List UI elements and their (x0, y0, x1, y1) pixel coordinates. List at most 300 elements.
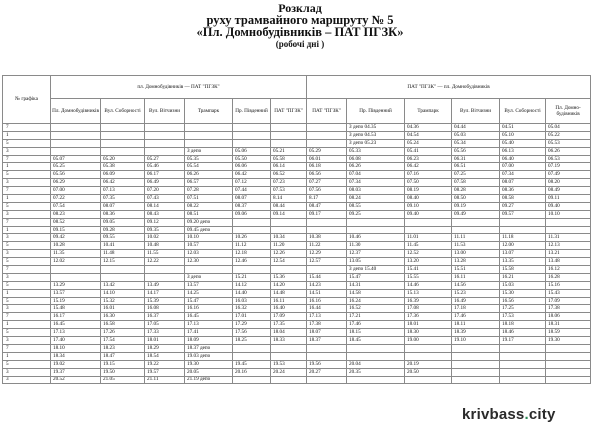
time-cell: 15.39 (145, 297, 185, 305)
time-cell: 14.31 (347, 281, 405, 289)
time-cell: 08.52 (51, 218, 101, 226)
time-cell: 18.31 (546, 321, 591, 329)
time-cell: 16.49 (452, 297, 500, 305)
time-cell: 18.06 (546, 313, 591, 321)
time-cell: 13.07 (500, 250, 546, 258)
time-cell (307, 344, 347, 352)
graph-number-cell: 5 (3, 202, 51, 210)
time-cell: 19.17 (500, 337, 546, 345)
time-cell: 14.12 (233, 281, 271, 289)
time-cell: 17.13 (307, 313, 347, 321)
graph-number-cell: 3 (3, 250, 51, 258)
time-cell (271, 139, 307, 147)
stop-header: Вул. Соборності (101, 99, 145, 124)
time-cell: 17.21 (347, 313, 405, 321)
table-row (3, 289, 591, 297)
time-cell: 17.38 (307, 321, 347, 329)
time-cell: 06.42 (405, 163, 452, 171)
schedule-note: (робочі дні ) (275, 39, 325, 49)
time-cell: 09.12 (145, 218, 185, 226)
time-cell: 15.48 (51, 305, 101, 313)
time-cell (271, 218, 307, 226)
time-cell: 07.00 (500, 163, 546, 171)
time-cell: 13.20 (405, 258, 452, 266)
time-cell: 05.46 (145, 163, 185, 171)
time-cell (546, 226, 591, 234)
time-cell: 11.31 (546, 234, 591, 242)
time-cell (500, 218, 546, 226)
graph-number-cell: 7 (3, 313, 51, 321)
time-cell: 12.26 (271, 250, 307, 258)
time-cell: 06.53 (546, 155, 591, 163)
table-row (3, 139, 591, 147)
time-cell: 11.11 (452, 234, 500, 242)
time-cell: 12.30 (185, 258, 233, 266)
time-cell: 14.17 (145, 289, 185, 297)
graph-number-cell: 5 (3, 139, 51, 147)
graph-number-cell: 1 (3, 163, 51, 171)
time-cell: 08.24 (347, 195, 405, 203)
time-cell: 18.45 (347, 337, 405, 345)
time-cell: 13.05 (347, 258, 405, 266)
time-cell: 15.21 (233, 273, 271, 281)
time-cell: 06.17 (145, 171, 185, 179)
time-cell: 05.20 (101, 155, 145, 163)
stop-header: Пр. Південний (233, 99, 271, 124)
time-cell: 07.23 (271, 179, 307, 187)
time-cell (101, 124, 145, 132)
time-cell: 05.41 (405, 147, 452, 155)
time-cell: 13.21 (546, 250, 591, 258)
table-row (3, 202, 591, 210)
time-cell: 17.13 (51, 329, 101, 337)
table-row (3, 131, 591, 139)
time-cell: 10.57 (185, 242, 233, 250)
site-watermark (456, 403, 600, 426)
time-cell (405, 376, 452, 384)
time-cell: 19.45 (233, 360, 271, 368)
time-cell: 18.33 (271, 337, 307, 345)
time-cell: 14.56 (452, 281, 500, 289)
time-cell: 18.01 (405, 321, 452, 329)
time-cell (271, 344, 307, 352)
time-cell: 16.17 (51, 313, 101, 321)
time-cell (307, 124, 347, 132)
time-cell: 11.20 (271, 242, 307, 250)
time-cell: 07.04 (347, 171, 405, 179)
time-cell (405, 218, 452, 226)
time-cell (271, 266, 307, 274)
time-cell: 14.46 (405, 281, 452, 289)
time-cell: 07.25 (452, 171, 500, 179)
time-cell (145, 131, 185, 139)
time-cell: 05.03 (452, 131, 500, 139)
time-cell: 20.27 (307, 368, 347, 376)
time-cell: 08.44 (271, 202, 307, 210)
time-cell: 12.15 (101, 258, 145, 266)
time-cell (233, 139, 271, 147)
time-cell: 16.11 (271, 297, 307, 305)
time-cell: 18.37 (307, 337, 347, 345)
time-cell: 08.07 (500, 179, 546, 187)
time-cell (405, 352, 452, 360)
time-cell: 08.23 (51, 210, 101, 218)
graph-number-cell: 3 (3, 273, 51, 281)
time-cell: 05.10 (500, 131, 546, 139)
graph-number-cell: 1 (3, 226, 51, 234)
time-cell: 10.10 (185, 234, 233, 242)
time-cell (233, 226, 271, 234)
time-cell: 19.57 (145, 368, 185, 376)
time-cell (546, 218, 591, 226)
table-row (3, 124, 591, 132)
table-row (3, 195, 591, 203)
time-cell: 10.02 (145, 234, 185, 242)
time-cell: 05.53 (546, 139, 591, 147)
time-cell: 09.45 депо (185, 226, 233, 234)
table-row (3, 281, 591, 289)
stop-header: ПАТ "ПГЗК" (307, 99, 347, 124)
time-cell: 10.48 (145, 242, 185, 250)
time-cell (51, 266, 101, 274)
time-cell (452, 376, 500, 384)
time-cell (185, 139, 233, 147)
graph-number-cell: 3 (3, 305, 51, 313)
time-cell: 20.24 (271, 368, 307, 376)
time-cell: 18.29 (145, 344, 185, 352)
time-cell (546, 360, 591, 368)
time-cell: 07.43 (145, 195, 185, 203)
graph-number-cell: 3 (3, 147, 51, 155)
time-cell: 05.25 (51, 163, 101, 171)
table-row (3, 163, 591, 171)
time-cell: 13.42 (101, 281, 145, 289)
time-cell: 20.04 (347, 360, 405, 368)
time-cell: 17.38 (546, 305, 591, 313)
time-cell: 09.28 (101, 226, 145, 234)
time-cell: 06.18 (307, 163, 347, 171)
time-cell: 07.35 (101, 195, 145, 203)
time-cell: 10.41 (101, 242, 145, 250)
time-cell (185, 131, 233, 139)
time-cell (51, 124, 101, 132)
time-cell: 06.51 (452, 163, 500, 171)
time-cell: 19.10 (452, 337, 500, 345)
time-cell: 14.51 (307, 289, 347, 297)
time-cell: 15.55 (405, 273, 452, 281)
time-cell: 17.33 (145, 329, 185, 337)
time-cell: 07.22 (51, 195, 101, 203)
time-cell: 15.41 (405, 266, 452, 274)
time-cell: 06.13 (500, 147, 546, 155)
graph-number-cell: 5 (3, 360, 51, 368)
time-cell (307, 376, 347, 384)
time-cell: 20.52 (51, 376, 101, 384)
table-row (3, 321, 591, 329)
time-cell: 08.07 (101, 202, 145, 210)
time-cell: 16.37 (145, 313, 185, 321)
time-cell: 08.43 (145, 210, 185, 218)
graph-number-cell: 5 (3, 281, 51, 289)
time-cell: 17.26 (101, 329, 145, 337)
table-row (3, 187, 591, 195)
time-cell: 07.13 (101, 187, 145, 195)
page-subtitle: руху трамвайного маршруту № 5 (206, 13, 394, 27)
time-cell: 16.08 (145, 305, 185, 313)
time-cell: 17.46 (347, 321, 405, 329)
time-cell (51, 147, 101, 155)
time-cell: 18.47 (101, 352, 145, 360)
time-cell: 07.20 (145, 187, 185, 195)
time-cell (101, 139, 145, 147)
time-cell: 14.48 (271, 289, 307, 297)
time-cell: 04.36 (405, 124, 452, 132)
time-cell: 07.56 (307, 187, 347, 195)
time-cell: 20.50 (405, 368, 452, 376)
table-row (3, 273, 591, 281)
time-cell: 09.35 (145, 226, 185, 234)
time-cell: 18.11 (452, 321, 500, 329)
time-cell: 05.40 (500, 139, 546, 147)
time-cell: З депо 05.23 (347, 139, 405, 147)
graph-number-cell: 7 (3, 124, 51, 132)
time-cell: 18.09 (185, 337, 233, 345)
time-cell: 19.03 депо (185, 352, 233, 360)
time-cell: 18.39 (452, 329, 500, 337)
time-cell: 12.02 (51, 258, 101, 266)
time-cell: 19.30 (185, 360, 233, 368)
graph-number-header: № графіка (3, 76, 51, 124)
table-row (3, 258, 591, 266)
route-name: «Пл. Домнобудівників – ПАТ ПГЗК» (196, 25, 404, 39)
time-cell (145, 273, 185, 281)
time-cell: 08.47 (307, 202, 347, 210)
time-cell: 09.49 (452, 210, 500, 218)
time-cell: 08.14 (145, 202, 185, 210)
time-cell: 19.22 (145, 360, 185, 368)
time-cell: 13.35 (500, 258, 546, 266)
time-cell: 09.15 (51, 226, 101, 234)
graph-number-cell: 1 (3, 352, 51, 360)
time-cell: 07.51 (185, 195, 233, 203)
table-row (3, 226, 591, 234)
time-cell: 07.58 (452, 179, 500, 187)
time-cell: 13.49 (145, 281, 185, 289)
time-cell: 15.43 (546, 289, 591, 297)
graph-number-cell: 7 (3, 155, 51, 163)
time-cell: З депо 04.35 (347, 124, 405, 132)
time-cell: 13.48 (546, 258, 591, 266)
time-cell: 18.10 (51, 344, 101, 352)
time-cell (500, 226, 546, 234)
time-cell: 05.04 (546, 124, 591, 132)
graph-number-cell: 7 (3, 344, 51, 352)
time-cell (500, 368, 546, 376)
time-cell: 09.55 (101, 234, 145, 242)
time-cell: 11.48 (101, 250, 145, 258)
table-row (3, 250, 591, 258)
time-cell: 17.56 (233, 329, 271, 337)
time-cell: 17.25 (500, 305, 546, 313)
time-cell: 06.26 (185, 171, 233, 179)
time-cell: 06.26 (347, 163, 405, 171)
time-cell: 09.20 депо (185, 218, 233, 226)
time-cell (271, 376, 307, 384)
time-cell: 17.13 (185, 321, 233, 329)
time-cell (546, 368, 591, 376)
time-cell: 06.57 (185, 179, 233, 187)
time-cell: 08.28 (452, 187, 500, 195)
time-cell: 16.16 (185, 305, 233, 313)
time-cell: 18.54 (145, 352, 185, 360)
time-cell: З депо 15.40 (347, 266, 405, 274)
time-cell: 07.28 (185, 187, 233, 195)
time-cell: 14.58 (347, 289, 405, 297)
time-cell (307, 218, 347, 226)
time-cell: 16.03 (233, 297, 271, 305)
time-cell: 05.38 (101, 163, 145, 171)
graph-number-cell: 1 (3, 289, 51, 297)
stop-header: Трампарк (185, 99, 233, 124)
time-cell: 15.16 (546, 281, 591, 289)
time-cell: 08.07 (233, 195, 271, 203)
time-cell: 12.18 (233, 250, 271, 258)
time-cell: 08.19 (405, 187, 452, 195)
time-cell: 18.15 (347, 329, 405, 337)
time-cell (233, 376, 271, 384)
table-row (3, 337, 591, 345)
time-cell: 09.40 (546, 202, 591, 210)
time-cell: 15.47 (347, 273, 405, 281)
time-cell: 18.18 (500, 321, 546, 329)
time-cell (347, 226, 405, 234)
time-cell: 09.42 (51, 234, 101, 242)
time-cell: 10.26 (233, 234, 271, 242)
schedule-body (3, 124, 591, 384)
time-cell (233, 352, 271, 360)
time-cell: 10.38 (307, 234, 347, 242)
graph-number-cell: 5 (3, 258, 51, 266)
time-cell: 12.00 (500, 242, 546, 250)
time-cell: 08.58 (500, 195, 546, 203)
time-cell: З депо 04.53 (347, 131, 405, 139)
time-cell: 15.32 (101, 297, 145, 305)
table-row (3, 376, 591, 384)
time-cell: 19.50 (101, 368, 145, 376)
time-cell: 17.01 (233, 313, 271, 321)
schedule-header (0, 0, 600, 50)
time-cell (101, 131, 145, 139)
time-cell: 06.49 (145, 179, 185, 187)
time-cell (307, 226, 347, 234)
graph-number-cell: 1 (3, 131, 51, 139)
time-cell: 20.05 (185, 368, 233, 376)
table-row (3, 266, 591, 274)
time-cell: 16.32 (233, 305, 271, 313)
graph-number-cell: 7 (3, 218, 51, 226)
time-cell: 11.30 (347, 242, 405, 250)
time-cell: 06.08 (347, 155, 405, 163)
time-cell (307, 266, 347, 274)
time-cell: 18.59 (546, 329, 591, 337)
time-cell: 07.12 (233, 179, 271, 187)
time-cell: 18.46 (500, 329, 546, 337)
time-cell: 04.54 (405, 131, 452, 139)
time-cell: 17.54 (101, 337, 145, 345)
time-cell: 16.11 (452, 273, 500, 281)
time-cell: 09.05 (101, 218, 145, 226)
time-cell: 06.14 (271, 163, 307, 171)
time-cell (271, 352, 307, 360)
time-cell: 06.26 (546, 147, 591, 155)
time-cell: 17.05 (145, 321, 185, 329)
time-cell: 20.19 (405, 360, 452, 368)
time-cell: 15.19 (51, 297, 101, 305)
table-row (3, 242, 591, 250)
table-row (3, 297, 591, 305)
time-cell: 10.10 (546, 210, 591, 218)
time-cell: 08.51 (185, 210, 233, 218)
time-cell: 21.11 (145, 376, 185, 384)
graph-number-cell: 1 (3, 195, 51, 203)
time-cell: 06.06 (233, 163, 271, 171)
time-cell: 18.04 (271, 329, 307, 337)
time-cell: 12.46 (233, 258, 271, 266)
time-cell: 12.13 (546, 242, 591, 250)
time-cell: 16.56 (500, 297, 546, 305)
time-cell: 21.05 (101, 376, 145, 384)
time-cell (145, 139, 185, 147)
time-cell: 07.27 (307, 179, 347, 187)
time-cell (347, 376, 405, 384)
time-cell: 12.52 (405, 250, 452, 258)
time-cell (271, 226, 307, 234)
time-cell: 16.28 (546, 273, 591, 281)
time-cell: 18.07 (307, 329, 347, 337)
time-cell: 07.44 (233, 187, 271, 195)
time-cell: 07.49 (546, 171, 591, 179)
time-cell: 17.08 (405, 305, 452, 313)
time-cell (145, 147, 185, 155)
table-row (3, 329, 591, 337)
time-cell: 18.23 (101, 344, 145, 352)
time-cell: 04.51 (500, 124, 546, 132)
time-cell: 20.16 (233, 368, 271, 376)
time-cell (101, 147, 145, 155)
time-cell: 11.01 (405, 234, 452, 242)
time-cell: 19.15 (101, 360, 145, 368)
time-cell: 15.44 (307, 273, 347, 281)
time-cell: 17.09 (546, 297, 591, 305)
time-cell: 12.29 (307, 250, 347, 258)
time-cell: 07.53 (271, 187, 307, 195)
schedule-table (2, 75, 591, 384)
time-cell: 05.56 (452, 147, 500, 155)
time-cell (452, 352, 500, 360)
time-cell: 07.34 (500, 171, 546, 179)
time-cell: 18.34 (51, 352, 101, 360)
time-cell (500, 352, 546, 360)
time-cell: 08.22 (185, 202, 233, 210)
time-cell (452, 226, 500, 234)
time-cell: 05.50 (233, 155, 271, 163)
graph-number-cell: 5 (3, 297, 51, 305)
graph-number-cell: 7 (3, 187, 51, 195)
time-cell: 07.19 (546, 163, 591, 171)
time-cell: 06.42 (101, 179, 145, 187)
time-cell: 16.12 (546, 266, 591, 274)
time-cell (405, 226, 452, 234)
